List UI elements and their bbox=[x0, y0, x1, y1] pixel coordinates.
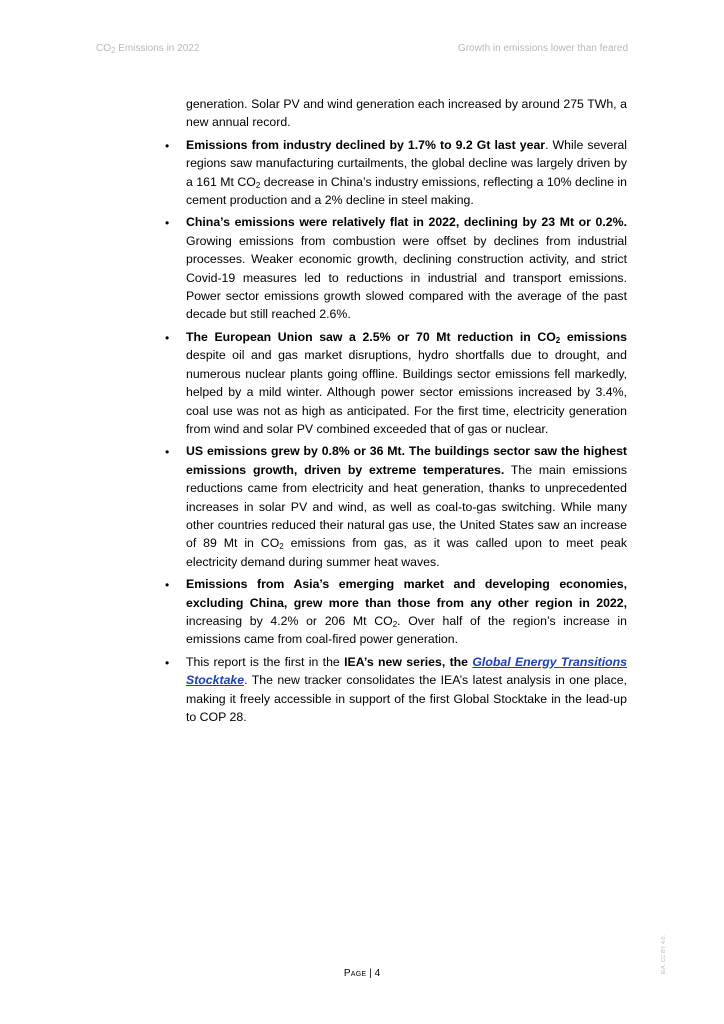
bullet-eu: • The European Union saw a 2.5% or 70 Mt reduction in $CO_2$ emissions despite oil and gas market disruptions, hydro shortfalls due to drought, and numerous nuclear plants going offline. Buildings sector emissions fell markedly, helped by a mild winter. Although power sector emissions increased by 3.4%, coal use was not as high as anticipated. For the first time, electricity generation from wind and solar PV combined exceeded that of gas or nuclear. bbox=[186, 328, 627, 438]
header-left: $CO_2$ Emissions in 2022 bbox=[96, 43, 200, 55]
bullet-industry: • Emissions from industry declined by 1.7% to 9.2 Gt last year. While several regions saw manufacturing curtailments, the global decline was largely driven by a 161 Mt $CO_2$ decrease in China’s industry emissions, reflecting a 10% decline in cement production and a 2% decline in steel making. bbox=[186, 136, 627, 210]
main-content bbox=[186, 95, 627, 730]
bullet-us: • US emissions grew by 0.8% or 36 Mt. The buildings sector saw the highest emissions growth, driven by extreme temperatures. The main emissions reductions came from electricity and heat generation, thanks to unprecedented increases in solar PV and wind, as well as coal-to-gas switching. While many other countries reduced their natural gas use, the United States saw an increase of 89 Mt in $CO_2$ emissions from gas, as it was called upon to meet peak electricity demand during summer heat waves. bbox=[186, 442, 627, 571]
license-note: IEA. CC BY 4.0. bbox=[661, 935, 667, 975]
bullet-report: • This report is the first in the IEA’s new series, the Global Energy Transitions Stocktake. The new tracker consolidates the IEA’s latest analysis in one place, making it freely accessible in support of the first Global Stocktake in the lead-up to COP 28. bbox=[186, 653, 627, 727]
bullet-china: • China’s emissions were relatively flat in 2022, declining by 23 Mt or 0.2%. Growing emissions from combustion were offset by declines from industrial processes. Weaker economic growth, declining construction activity, and strict Covid-19 measures led to reductions in industrial and transport emissions. Power sector emissions growth slowed compared with the average of the past decade but still reached 2.6%. bbox=[186, 213, 627, 323]
page-footer: Page | 4 bbox=[343, 968, 381, 979]
stocktake-link[interactable]: Global Energy Transitions Stocktake bbox=[186, 654, 628, 688]
page-header bbox=[96, 43, 628, 54]
header-right: Growth in emissions lower than feared bbox=[457, 43, 628, 54]
intro-paragraph: generation. Solar PV and wind generation each increased by around 275 TWh, a new annual record. bbox=[186, 97, 627, 130]
page-number: 4 bbox=[374, 968, 381, 979]
bullet-list bbox=[186, 136, 627, 727]
page-label: Page bbox=[343, 968, 367, 979]
bullet-asia: • Emissions from Asia’s emerging market and developing economies, excluding China, grew more than those from any other region in 2022, increasing by 4.2% or 206 Mt $CO_2$. Over half of the region’s increase in emissions came from coal-fired power generation. bbox=[186, 575, 627, 649]
